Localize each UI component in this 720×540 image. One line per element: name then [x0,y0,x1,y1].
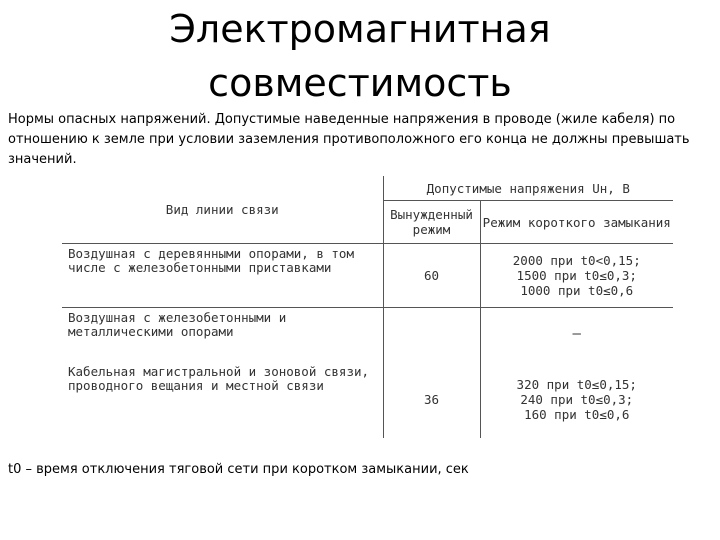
header-allowed-voltage: Допустимые напряжения Uн, В [383,176,673,201]
cell-short-circuit-voltage [480,308,673,362]
slide-title [0,2,720,110]
short-circuit-line: 2000 при t0<0,15; [512,253,641,268]
title-line-2: совместимость [208,61,512,105]
title-line-1: Электромагнитная [169,7,551,51]
short-circuit-line: 1500 при t0≤0,3; [516,268,637,283]
cell-forced-voltage: 60 [383,244,480,308]
cell-forced-voltage [383,308,480,362]
short-circuit-line: 1000 при t0≤0,6 [520,283,634,298]
table-row [62,244,673,308]
short-circuit-line: 240 при t0≤0,3; [520,392,634,407]
short-circuit-line: 320 при t0≤0,15; [516,377,637,392]
short-circuit-line: 160 при t0≤0,6 [524,407,630,422]
header-short-circuit-mode: Режим короткого замыкания [480,201,673,244]
table-row [62,308,673,362]
cell-short-circuit-voltage [480,244,673,308]
cell-line-type: Кабельная магистральной и зоновой связи, проводного вещания и местной связи [68,363,370,393]
cell-forced-voltage: 36 [383,362,480,438]
header-forced-mode: Вынужденный режим [383,201,480,244]
intro-text: Нормы опасных напряжений. Допустимые наведенные напряжения в проводе (жиле кабеля) по отношению к земле при условии заземления противоположного его конца не должны превышать значений. [8,112,690,167]
cell-line-type: Воздушная с деревянными опорами, в том числе с железобетонными приставками [68,246,354,275]
voltage-norms-table [62,176,673,438]
cell-short-circuit-voltage [480,362,673,438]
header-line-type: Вид линии связи [62,176,383,244]
footnote-text: t0 – время отключения тяговой сети при коротком замыкании, сек [8,462,469,477]
cell-line-type: Воздушная с железобетонными и металлическими опорами [68,310,287,339]
short-circuit-line: — [572,326,581,343]
table-row [62,362,673,438]
